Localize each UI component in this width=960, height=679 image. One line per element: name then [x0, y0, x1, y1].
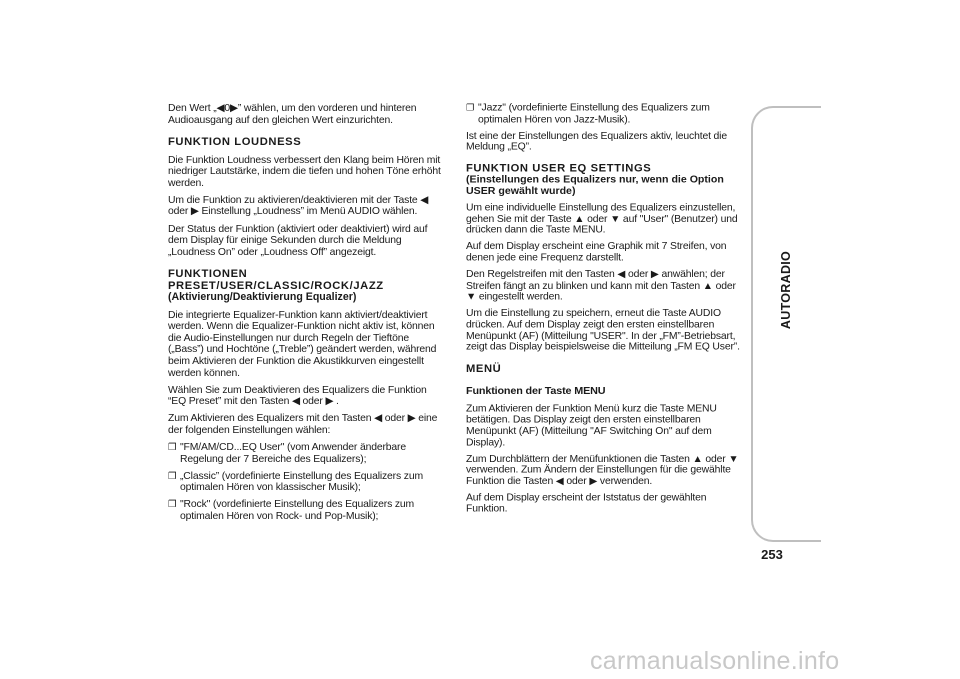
menu-paragraph-3: Auf dem Display erscheint der Iststatus der gewählten Funktion.	[466, 492, 707, 515]
user-eq-paragraph-2: Auf dem Display erscheint eine Graphik mit 7 Streifen, von denen jede eine Frequenz darstellt.	[466, 241, 727, 264]
bullet-text: "FM/AM/CD...EQ User" (vom Anwender änderbare Regelung der 7 Bereiche des Equalizers);	[180, 442, 406, 465]
menu-subheading: Funktionen der Taste MENU	[466, 385, 606, 398]
checkbox-bullet-icon: ❒	[466, 103, 475, 114]
presets-subheading: (Aktivierung/Deaktivierung Equalizer)	[168, 291, 357, 304]
user-eq-paragraph-1: Um eine individuelle Einstellung des Equalizers einzustellen, gehen Sie mit der Taste ▲ oder ▼ auf "User" (Benutzer) und drücken dann die Taste MENU.	[466, 202, 738, 236]
loudness-paragraph-2: Um die Funktion zu aktivieren/deaktivieren mit der Taste ◀ oder ▶ Einstellung „Loudness” im Menü AUDIO wählen.	[168, 194, 429, 218]
eq-active-paragraph: Ist eine der Einstellungen des Equalizers aktiv, leuchtet die Meldung „EQ”.	[466, 130, 727, 153]
bullet-text: "Rock" (vordefinierte Einstellung des Equalizers zum optimalen Hören von Rock- und Pop-Musik);	[180, 499, 415, 522]
bullet-text: "Jazz" (vordefinierte Einstellung des Equalizers zum optimalen Hören von Jazz-Musik).	[478, 103, 710, 125]
presets-heading-line-2: PRESET/USER/CLASSIC/ROCK/JAZZ	[168, 279, 384, 292]
loudness-paragraph-1: Die Funktion Loudness verbessert den Klang beim Hören mit niedriger Lautstärke, indem die tiefen und hohen Töne erhöht werden.	[168, 154, 441, 189]
presets-paragraph-1: Die integrierte Equalizer-Funktion kann aktiviert/deaktiviert werden. Wenn die Equalizer-Funktion nicht aktiv ist, können die Audio-Einstellungen nur durch Regeln der Tieftöne („Bass”) und Hochtöne („Treble”) geändert werden, während beim Aktivieren der Funktion die Akustikkurven eingestellt werden können.	[168, 309, 437, 379]
loudness-paragraph-3: Der Status der Funktion (aktiviert oder deaktiviert) wird auf dem Display für einige Sekunden durch die Meldung „Loudness On” oder „Loudness Off” angezeigt.	[168, 223, 428, 258]
checkbox-bullet-icon: ❒	[168, 442, 177, 453]
loudness-heading: FUNKTION LOUDNESS	[168, 136, 302, 149]
presets-paragraph-2: Wählen Sie zum Deaktivieren des Equalizers die Funktion “EQ Preset” mit den Tasten ◀ oder ▶ .	[168, 384, 427, 408]
left-column	[168, 103, 444, 528]
bullet-item-jazz	[466, 103, 744, 125]
presets-heading	[168, 269, 444, 303]
checkbox-bullet-icon: ❒	[168, 470, 177, 482]
presets-paragraph-3: Zum Aktivieren des Equalizers mit den Tasten ◀ oder ▶ eine der folgenden Einstellungen wählen:	[168, 413, 438, 436]
user-eq-heading	[466, 164, 744, 197]
presets-heading-line-1: FUNKTIONEN	[168, 268, 248, 281]
menu-paragraph-1: Zum Aktivieren der Funktion Menü kurz die Taste MENU betätigen. Das Display zeigt den ersten einstellbaren Menüpunkt (AF) (Mitteilung "AF Switching On" auf dem Display).	[466, 403, 717, 448]
user-eq-paragraph-4: Um die Einstellung zu speichern, erneut die Taste AUDIO drücken. Auf dem Display zeigt den ersten einstellbaren Menüpunkt (AF) (Mitteilung "USER". In der „FM”-Betriebsart, zeigt das Display beispielsweise die Mitteilung „FM EQ User”.	[466, 308, 740, 353]
user-eq-paragraph-3: Den Regelstreifen mit den Tasten ◀ oder ▶ anwählen; der Streifen fängt an zu blinken und kann mit den Tasten ▲ oder ▼ eingestellt werden.	[466, 269, 736, 303]
section-tab-label: AUTORADIO	[779, 250, 793, 330]
menu-paragraph-2: Zum Durchblättern der Menüfunktionen die Tasten ▲ oder ▼ verwenden. Zum Ändern der Einstellungen für die gewählte Funktion die Tasten ◀ oder ▶ verwenden.	[466, 453, 739, 487]
intro-paragraph: Den Wert „◀0▶” wählen, um den vorderen und hinteren Audioausgang auf den gleichen Wert einzurichten.	[168, 103, 417, 126]
user-eq-subheading: (Einstellungen des Equalizers nur, wenn die Option USER gewählt wurde)	[466, 173, 724, 197]
menu-heading: MENÜ	[466, 363, 502, 375]
right-column	[466, 103, 744, 521]
user-eq-heading-title: FUNKTION USER EQ SETTINGS	[466, 162, 652, 175]
checkbox-bullet-icon: ❒	[168, 499, 177, 511]
bullet-item-user	[168, 442, 444, 465]
bullet-item-classic	[168, 471, 444, 494]
bullet-item-rock	[168, 499, 444, 522]
page-number: 253	[761, 547, 783, 562]
bullet-text: „Classic” (vordefinierte Einstellung des Equalizers zum optimalen Hören von klassischer Musik);	[180, 470, 423, 494]
watermark: carmanualsonline.info	[590, 647, 840, 675]
